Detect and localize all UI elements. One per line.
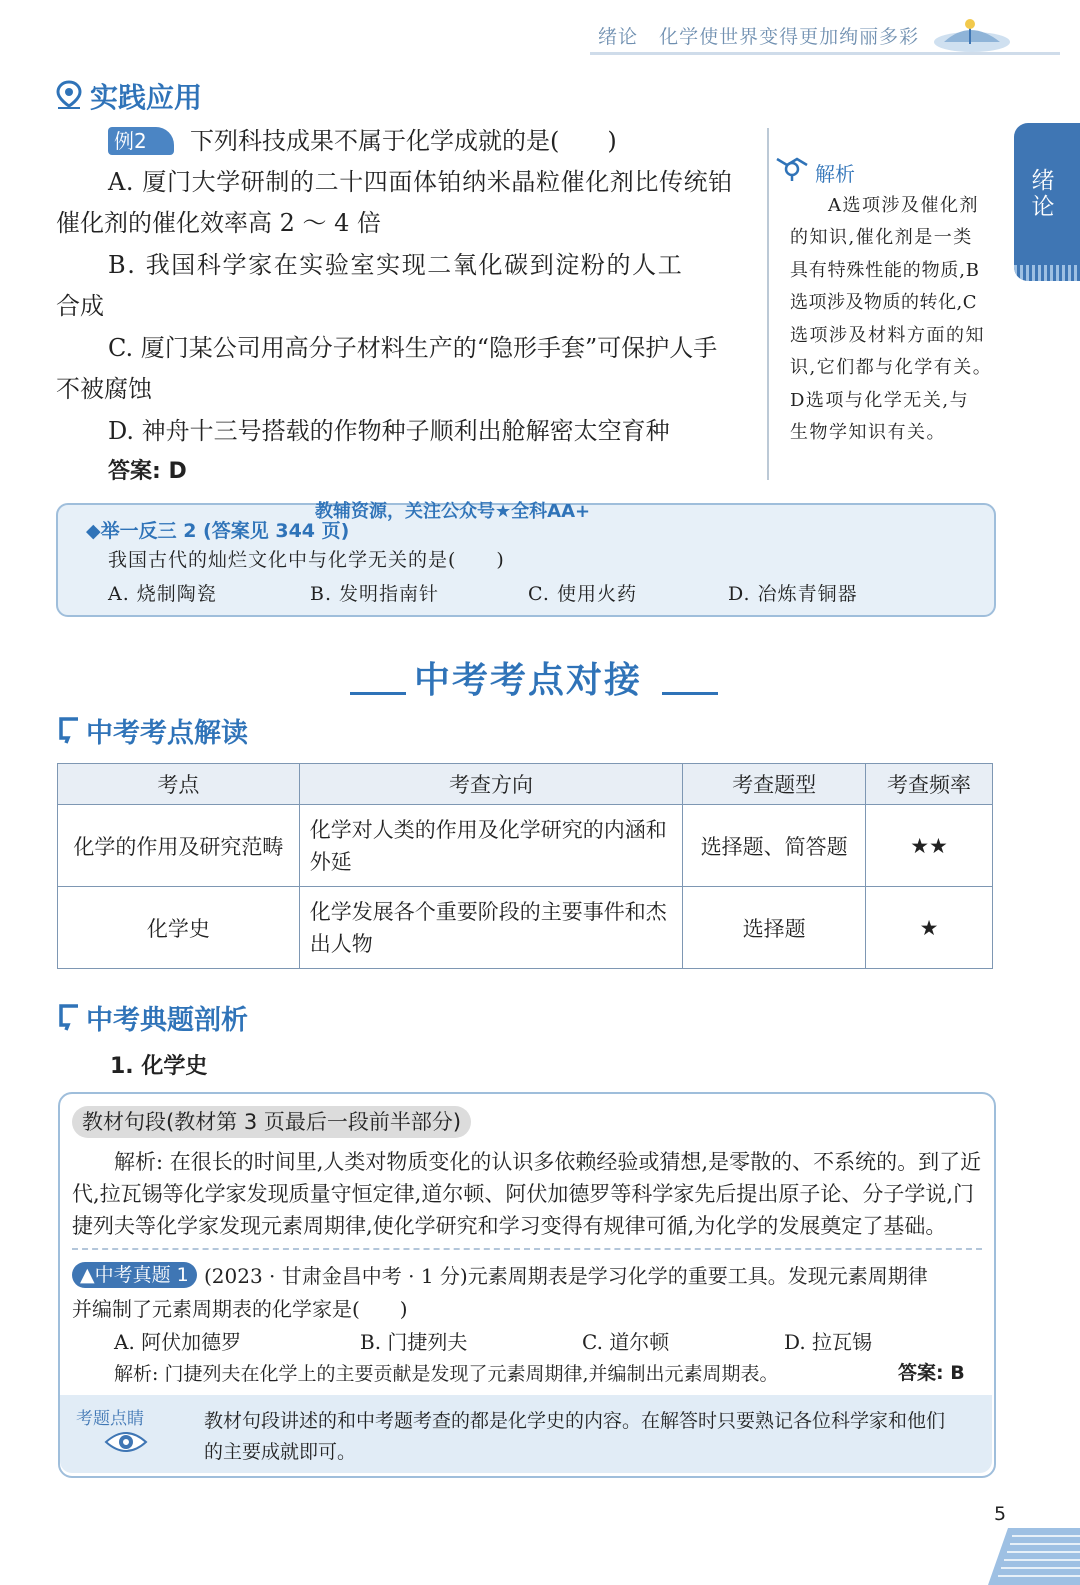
practice-option: A. 烧制陶瓷 <box>108 583 217 605</box>
analysis-line: 生物学知识有关。 <box>790 422 946 443</box>
bracket-icon <box>58 1003 82 1031</box>
location-pin-icon <box>56 80 82 110</box>
table-cell: 选择题、简答题 <box>683 805 866 887</box>
exam-answer: 答案: B <box>898 1362 965 1384</box>
exam-analysis: 解析: 门捷列夫在化学上的主要贡献是发现了元素周期律,并编制出元素周期表。 <box>114 1363 779 1385</box>
table-cell: 化学发展各个重要阶段的主要事件和杰出人物 <box>299 887 683 969</box>
analysis-line: 识,它们都与化学有关。 <box>790 357 993 378</box>
dashed-divider <box>72 1248 982 1250</box>
table-header-cell: 考查频率 <box>866 764 993 805</box>
example-option-a-1: A. 厦门大学研制的二十四面体铂纳米晶粒催化剂比传统铂 <box>108 168 733 196</box>
side-tab-label: 绪论 <box>1031 168 1055 220</box>
section-title-exam: 中考考点对接 <box>414 660 643 701</box>
tip-text: 的主要成就即可。 <box>204 1441 357 1463</box>
eye-icon <box>104 1428 148 1456</box>
table-row <box>58 805 993 887</box>
side-tab-stripe <box>1014 265 1080 281</box>
exam-option: C. 道尔顿 <box>582 1330 670 1354</box>
section-title-practice: 实践应用 <box>90 81 203 114</box>
analysis-line: 具有特殊性能的物质,B <box>790 260 980 281</box>
exam-question-tag: ▲中考真题 1 <box>72 1262 197 1288</box>
running-header <box>598 22 919 49</box>
analysis-label: 解析 <box>815 162 855 186</box>
subsection-title: 1. 化学史 <box>110 1054 208 1079</box>
table-row <box>58 887 993 969</box>
exam-option: D. 拉瓦锡 <box>784 1330 873 1354</box>
table-cell: 化学的作用及研究范畴 <box>58 805 300 887</box>
exam-question: (2023 · 甘肃金昌中考 · 1 分)元素周期表是学习化学的重要工具。发现元素周期律 <box>204 1264 928 1288</box>
analysis-line: D选项与化学无关,与 <box>790 390 970 411</box>
table-cell: 选择题 <box>683 887 866 969</box>
column-divider <box>767 128 769 480</box>
textbook-paragraph: 代,拉瓦锡等化学家发现质量守恒定律,道尔顿、阿伏加德罗等科学家先后提出原子论、分子学说,门 <box>72 1182 975 1206</box>
example-tag: 例2 <box>108 127 174 155</box>
textbook-tag: 教材句段(教材第 3 页最后一段前半部分) <box>72 1106 471 1138</box>
header-title: 化学使世界变得更加绚丽多彩 <box>659 26 920 48</box>
corner-decoration <box>988 1528 1080 1585</box>
analysis-line: 的知识,催化剂是一类 <box>790 227 973 248</box>
exam-question: 并编制了元素周期表的化学家是( ) <box>72 1297 408 1321</box>
exam-points-table <box>57 763 993 969</box>
example-option-c-2: 不被腐蚀 <box>56 375 152 403</box>
example-option-d: D. 神舟十三号搭载的作物种子顺利出舱解密太空育种 <box>108 417 670 445</box>
example-answer: 答案: D <box>108 459 187 484</box>
watermark-text: 教辅资源，关注公众号★全科AA+ <box>315 501 591 522</box>
tip-label: 考题点睛 <box>76 1409 144 1429</box>
example-question: 下列科技成果不属于化学成就的是( ) <box>190 127 617 155</box>
tip-text: 教材句段讲述的和中考题考查的都是化学史的内容。在解答时只要熟记各位科学家和他们 <box>204 1410 946 1432</box>
practice-option: D. 冶炼青铜器 <box>728 583 858 605</box>
magnifier-icon <box>775 155 811 181</box>
analysis-line: A选项涉及催化剂 <box>828 195 979 216</box>
table-header-row <box>58 764 993 805</box>
example-option-a-2: 催化剂的催化效率高 2 ～ 4 倍 <box>56 209 382 237</box>
table-header-cell: 考点 <box>58 764 300 805</box>
analysis-line: 选项涉及材料方面的知 <box>790 325 985 346</box>
practice-question: 我国古代的灿烂文化中与化学无关的是( ) <box>108 549 505 571</box>
page-number: 5 <box>994 1503 1007 1525</box>
interpretation-title: 中考考点解读 <box>86 718 248 749</box>
table-header-cell: 考查题型 <box>683 764 866 805</box>
textbook-paragraph: 捷列夫等化学家发现元素周期律,使化学研究和学习变得有规律可循,为化学的发展奠定了基础。 <box>72 1214 947 1238</box>
exam-option: A. 阿伏加德罗 <box>114 1330 242 1354</box>
table-cell: ★★ <box>866 805 993 887</box>
practice-option: C. 使用火药 <box>528 583 637 605</box>
exam-option: B. 门捷列夫 <box>360 1330 468 1354</box>
table-cell: 化学史 <box>58 887 300 969</box>
table-header-cell: 考查方向 <box>299 764 683 805</box>
header-chapter: 绪论 <box>598 26 639 48</box>
practice-option: B. 发明指南针 <box>310 583 440 605</box>
example-option-b-1: B. 我国科学家在实验室实现二氧化碳到淀粉的人工 <box>108 251 684 279</box>
example-option-b-2: 合成 <box>56 292 104 320</box>
analysis-section-title: 中考典题剖析 <box>86 1005 248 1036</box>
heading-rule-left <box>350 692 406 695</box>
table-cell: ★ <box>866 887 993 969</box>
practice-title: ◆举一反三 2 (答案见 344 页) <box>86 520 350 542</box>
book-icon <box>930 12 1010 54</box>
textbook-paragraph: 解析: 在很长的时间里,人类对物质变化的认识多依赖经验或猜想,是零散的、不系统的。到了近 <box>114 1150 982 1174</box>
analysis-line: 选项涉及物质的转化,C <box>790 292 977 313</box>
example-option-c-1: C. 厦门某公司用高分子材料生产的“隐形手套”可保护人手 <box>108 334 718 362</box>
heading-rule-right <box>662 692 718 695</box>
table-cell: 化学对人类的作用及化学研究的内涵和外延 <box>299 805 683 887</box>
bracket-icon <box>58 716 82 744</box>
